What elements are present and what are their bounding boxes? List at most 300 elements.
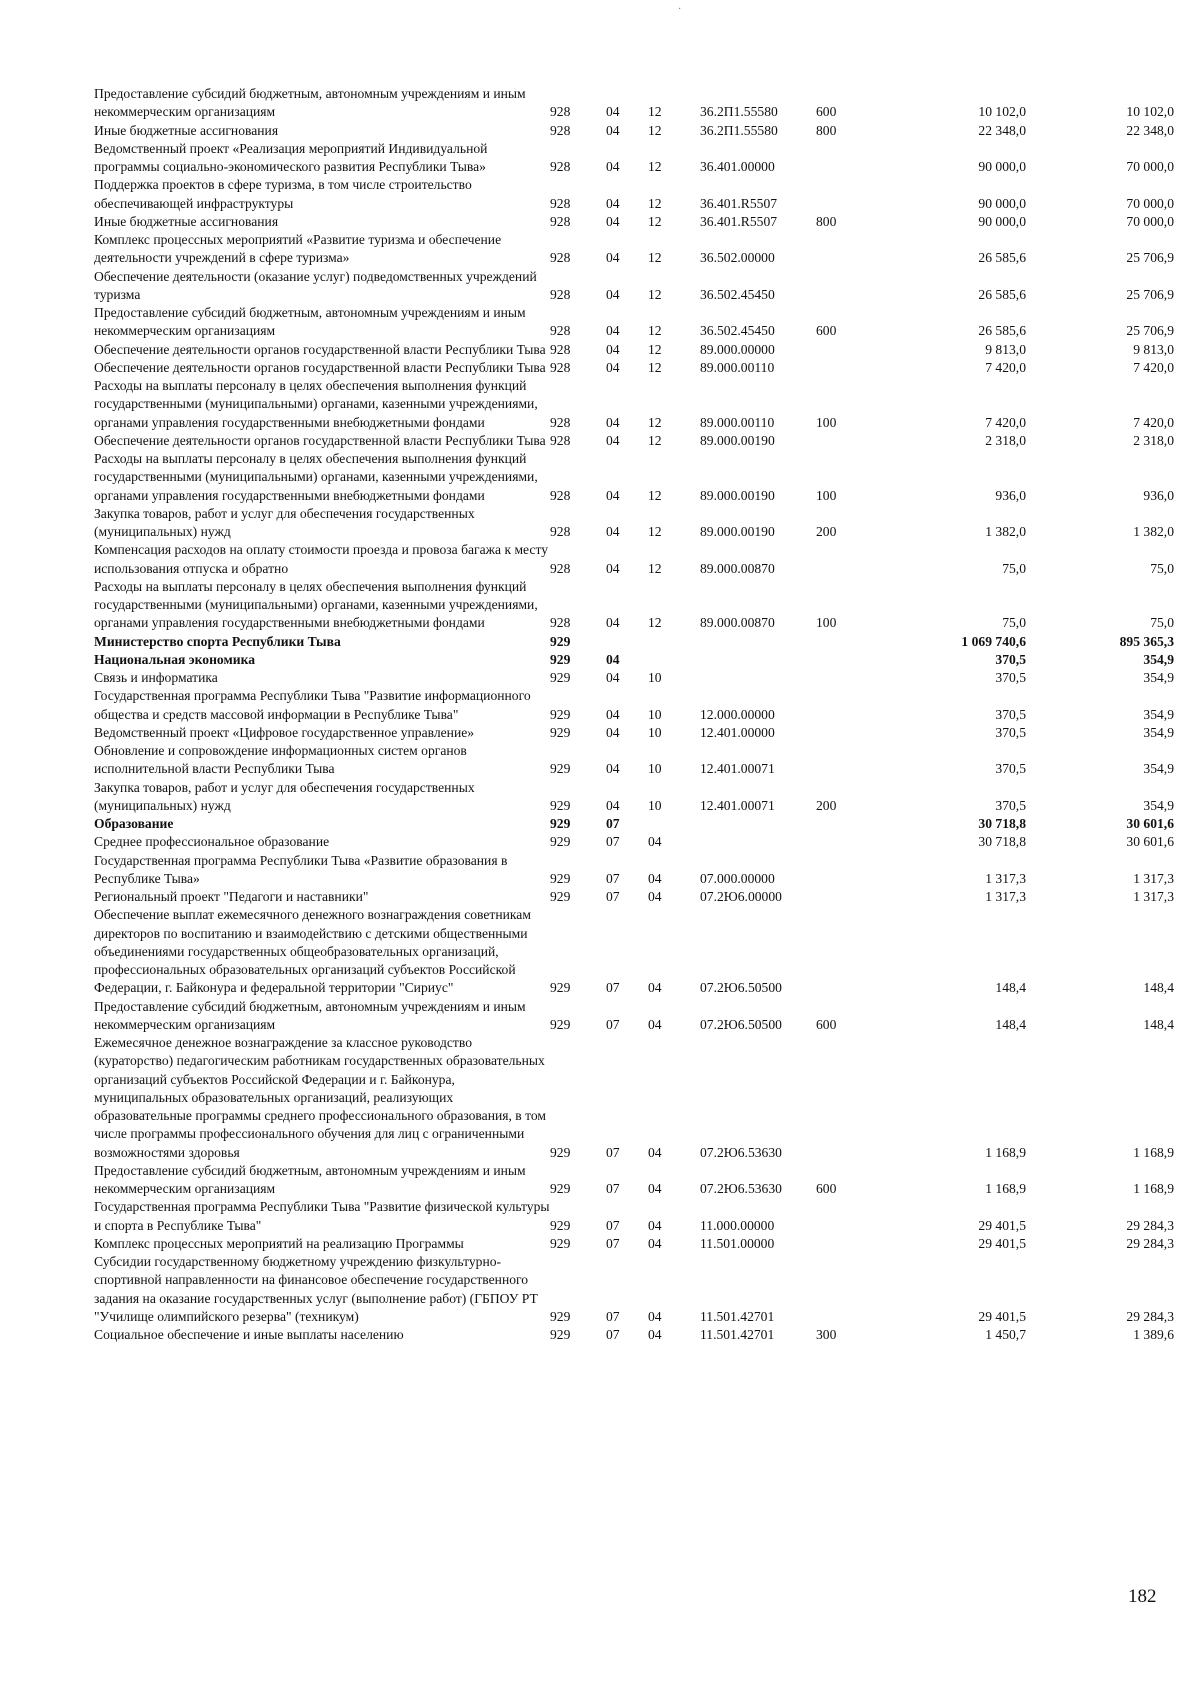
row-amount-year2: 25 706,9 — [1126, 323, 1174, 339]
row-name: Поддержка проектов в сфере туризма, в том числе строительство обеспечивающей инфраструктуры — [94, 177, 472, 211]
row-name: Комплекс процессных мероприятий на реализацию Программы — [94, 1235, 464, 1251]
row-target-article: 11.501.00000 — [700, 1235, 775, 1251]
row-name: Комплекс процессных мероприятий «Развитие туризма и обеспечение деятельности учреждений в сфере туризма» — [94, 232, 502, 266]
row-expense-type — [816, 541, 864, 578]
row-name: Расходы на выплаты персоналу в целях обеспечения выполнения функций государственными (муниципальными) органами, казенными учреждениями, органами управления государственными внебюджетными фондами — [94, 578, 538, 631]
row-expense-type — [816, 724, 864, 742]
row-section-code: 04 — [606, 524, 620, 539]
row-ved-code: 928 — [550, 159, 571, 174]
row-amount-year2: 29 284,3 — [1126, 1217, 1174, 1233]
row-expense-type — [816, 1034, 864, 1162]
row-amount-year1: 75,0 — [1002, 615, 1026, 631]
row-amount-year1: 370,5 — [995, 724, 1026, 740]
row-name: Социальное обеспечение и иные выплаты населению — [94, 1327, 404, 1342]
row-ved-code: 929 — [550, 980, 571, 996]
row-ved-code: 929 — [550, 870, 571, 886]
row-section-code: 04 — [606, 195, 620, 211]
row-section-code: 07 — [606, 1144, 620, 1160]
row-target-article: 07.2Ю6.53630 — [700, 1181, 782, 1196]
row-amount-year1: 148,4 — [995, 1016, 1026, 1032]
row-expense-type — [816, 359, 864, 377]
table-row — [94, 122, 1174, 140]
row-target-article: 89.000.00870 — [700, 560, 775, 576]
row-ved-code: 928 — [550, 487, 571, 503]
row-name: Субсидии государственному бюджетному учреждению физкультурно-спортивной направленности на финансовое обеспечение государственного задания на оказание государственных услуг (выполнение работ) (ГБПОУ РТ "Училище олимпийского резерва" (техникум) — [94, 1254, 538, 1324]
row-amount-year2: 1 317,3 — [1133, 889, 1174, 904]
row-subsection-code: 12 — [648, 615, 662, 631]
row-amount-year1: 90 000,0 — [978, 195, 1026, 211]
row-target-article: 12.401.00071 — [700, 761, 775, 777]
row-ved-code: 929 — [550, 1217, 571, 1233]
row-name: Государственная программа Республики Тыва "Развитие информационного общества и средств массовой информации в Республике Тыва" — [94, 688, 531, 722]
row-section-code: 04 — [606, 724, 620, 740]
row-ved-code: 929 — [550, 889, 571, 904]
row-ved-code: 929 — [550, 706, 571, 722]
row-subsection-code — [648, 815, 700, 833]
row-target-article: 36.502.45450 — [700, 286, 775, 302]
row-expense-type — [816, 231, 864, 268]
row-subsection-code: 04 — [648, 1217, 662, 1233]
row-amount-year1: 370,5 — [995, 706, 1026, 722]
row-amount-year1: 1 317,3 — [985, 870, 1026, 886]
row-ved-code: 928 — [550, 122, 571, 138]
row-amount-year1: 7 420,0 — [985, 359, 1026, 375]
row-subsection-code — [648, 651, 700, 669]
row-amount-year1: 90 000,0 — [978, 159, 1026, 174]
row-subsection-code: 12 — [648, 213, 662, 229]
row-ved-code: 928 — [550, 341, 571, 357]
row-section-code: 04 — [606, 286, 620, 302]
row-amount-year2: 25 706,9 — [1126, 250, 1174, 266]
row-subsection-code: 12 — [648, 432, 662, 448]
table-row — [94, 833, 1174, 851]
row-expense-type — [816, 1198, 864, 1235]
table-row — [94, 651, 1174, 669]
row-amount-year1: 148,4 — [995, 980, 1026, 996]
row-target-article: 36.2П1.55580 — [700, 122, 778, 138]
row-amount-year1: 1 317,3 — [985, 889, 1026, 904]
row-target-article: 11.501.42701 — [700, 1327, 775, 1342]
row-amount-year1: 1 168,9 — [985, 1181, 1026, 1196]
table-row — [94, 742, 1174, 779]
row-amount-year1: 29 401,5 — [978, 1308, 1026, 1324]
row-amount-year2: 148,4 — [1143, 1016, 1174, 1032]
table-row — [94, 1034, 1174, 1162]
row-expense-type: 800 — [816, 213, 837, 229]
row-amount-year2: 354,9 — [1143, 761, 1174, 777]
row-amount-year2: 2 318,0 — [1133, 432, 1174, 448]
row-expense-type — [816, 906, 864, 997]
row-expense-type — [816, 341, 864, 359]
row-expense-type: 600 — [816, 104, 837, 120]
row-name: Закупка товаров, работ и услуг для обеспечения государственных (муниципальных) нужд — [94, 505, 475, 539]
row-expense-type — [816, 888, 864, 906]
row-amount-year1: 370,5 — [995, 797, 1026, 813]
table-row — [94, 669, 1174, 687]
table-row — [94, 888, 1174, 906]
row-amount-year1: 1 450,7 — [985, 1327, 1026, 1342]
row-amount-year2: 7 420,0 — [1133, 414, 1174, 430]
row-name: Расходы на выплаты персоналу в целях обеспечения выполнения функций государственными (муниципальными) органами, казенными учреждениями, органами управления государственными внебюджетными фондами — [94, 451, 538, 503]
page-number: 182 — [1128, 1586, 1157, 1607]
table-row — [94, 140, 1174, 177]
row-expense-type — [816, 1235, 864, 1253]
row-target-article — [700, 669, 816, 687]
row-section-code: 04 — [606, 706, 620, 722]
row-amount-year2: 70 000,0 — [1126, 195, 1174, 211]
row-target-article: 07.2Ю6.00000 — [700, 889, 782, 904]
row-section-code: 04 — [606, 159, 620, 174]
row-amount-year2: 70 000,0 — [1126, 159, 1174, 174]
row-subsection-code: 12 — [648, 487, 662, 503]
row-section-code: 07 — [606, 980, 620, 996]
row-name: Предоставление субсидий бюджетным, автономным учреждениям и иным некоммерческим организациям — [94, 86, 526, 120]
row-ved-code: 929 — [550, 670, 571, 685]
row-amount-year1: 10 102,0 — [978, 104, 1026, 120]
row-amount-year2: 9 813,0 — [1133, 341, 1174, 357]
row-amount-year2: 75,0 — [1150, 560, 1174, 576]
table-row — [94, 1253, 1174, 1326]
row-amount-year1: 936,0 — [995, 487, 1026, 503]
row-amount-year2: 1 382,0 — [1133, 524, 1174, 539]
table-row — [94, 304, 1174, 341]
row-expense-type — [816, 742, 864, 779]
row-ved-code: 928 — [550, 414, 571, 430]
table-row — [94, 377, 1174, 432]
table-row — [94, 176, 1174, 213]
row-subsection-code: 12 — [648, 122, 662, 138]
row-target-article: 12.401.00071 — [700, 797, 775, 813]
row-subsection-code: 12 — [648, 359, 662, 375]
row-amount-year2: 354,9 — [1143, 651, 1174, 667]
row-ved-code: 929 — [550, 816, 571, 831]
row-ved-code: 929 — [550, 1327, 571, 1342]
row-amount-year2: 354,9 — [1143, 797, 1174, 813]
table-row — [94, 341, 1174, 359]
row-section-code: 07 — [606, 1016, 620, 1032]
row-amount-year2: 354,9 — [1143, 724, 1174, 740]
row-target-article: 89.000.00870 — [700, 615, 775, 631]
row-subsection-code: 12 — [648, 195, 662, 211]
row-amount-year1: 1 382,0 — [985, 524, 1026, 539]
row-ved-code: 928 — [550, 432, 571, 448]
row-amount-year2: 10 102,0 — [1126, 104, 1174, 120]
row-section-code: 04 — [606, 341, 620, 357]
row-name: Обеспечение деятельности органов государственной власти Республики Тыва — [94, 341, 546, 357]
row-section-code: 07 — [606, 1235, 620, 1251]
row-section-code: 04 — [606, 359, 620, 375]
row-target-article: 36.502.45450 — [700, 323, 775, 339]
row-section-code: 04 — [606, 651, 620, 667]
row-target-article: 36.401.R5507 — [700, 195, 778, 211]
row-subsection-code: 04 — [648, 870, 662, 886]
row-subsection-code: 10 — [648, 761, 662, 777]
row-ved-code: 929 — [550, 761, 571, 777]
row-target-article: 36.502.00000 — [700, 250, 775, 266]
row-amount-year1: 22 348,0 — [978, 122, 1026, 138]
table-row — [94, 1235, 1174, 1253]
table-row — [94, 906, 1174, 997]
row-name: Предоставление субсидий бюджетным, автономным учреждениям и иным некоммерческим организациям — [94, 1162, 526, 1196]
row-section-code: 07 — [606, 1327, 620, 1342]
row-subsection-code: 04 — [648, 980, 662, 996]
row-target-article: 89.000.00110 — [700, 414, 775, 430]
row-subsection-code: 12 — [648, 104, 662, 120]
row-section-code — [606, 633, 648, 651]
row-ved-code: 929 — [550, 724, 571, 740]
row-amount-year2: 354,9 — [1143, 706, 1174, 722]
row-expense-type — [816, 815, 864, 833]
row-name: Ведомственный проект «Цифровое государственное управление» — [94, 724, 475, 740]
row-ved-code: 929 — [550, 1016, 571, 1032]
row-expense-type: 200 — [816, 797, 837, 813]
row-name: Образование — [94, 816, 174, 831]
row-name: Обновление и сопровождение информационных систем органов исполнительной власти Республики Тыва — [94, 743, 467, 777]
row-expense-type — [816, 268, 864, 305]
row-name: Ежемесячное денежное вознаграждение за классное руководство (кураторство) педагогическим работникам государственных образовательных организаций субъектов Российской Федерации и г. Байконура, муниципальных образовательных организаций, реализующих образовательные программы среднего профессионального образования, в том числе программы профессионального обучения для лиц с ограниченными возможностями здоровья — [94, 1035, 547, 1160]
row-section-code: 07 — [606, 1308, 620, 1324]
row-amount-year2: 70 000,0 — [1126, 213, 1174, 229]
row-subsection-code: 04 — [648, 1016, 662, 1032]
row-amount-year2: 30 601,6 — [1126, 816, 1174, 831]
row-amount-year1: 1 168,9 — [985, 1144, 1026, 1160]
row-expense-type — [816, 669, 864, 687]
row-name: Иные бюджетные ассигнования — [94, 122, 279, 138]
row-amount-year2: 25 706,9 — [1126, 286, 1174, 302]
row-ved-code: 929 — [550, 797, 571, 813]
table-row — [94, 815, 1174, 833]
table-row — [94, 1198, 1174, 1235]
row-section-code: 04 — [606, 487, 620, 503]
row-amount-year1: 29 401,5 — [978, 1217, 1026, 1233]
table-row — [94, 578, 1174, 633]
row-target-article: 89.000.00000 — [700, 341, 775, 357]
row-amount-year1: 370,5 — [995, 651, 1026, 667]
row-name: Обеспечение деятельности (оказание услуг) подведомственных учреждений туризма — [94, 268, 537, 302]
row-ved-code: 928 — [550, 615, 571, 631]
row-name: Государственная программа Республики Тыва «Развитие образования в Республике Тыва» — [94, 852, 508, 886]
row-ved-code: 928 — [550, 286, 571, 302]
row-subsection-code: 04 — [648, 1308, 662, 1324]
row-section-code: 07 — [606, 816, 620, 831]
row-amount-year1: 9 813,0 — [985, 341, 1026, 357]
row-amount-year1: 26 585,6 — [978, 250, 1026, 266]
row-subsection-code: 04 — [648, 834, 662, 850]
row-amount-year2: 148,4 — [1143, 980, 1174, 996]
row-target-article: 07.2Ю6.50500 — [700, 1016, 782, 1032]
row-section-code: 04 — [606, 560, 620, 576]
row-name: Иные бюджетные ассигнования — [94, 213, 279, 229]
row-amount-year2: 30 601,6 — [1126, 834, 1174, 850]
row-expense-type: 600 — [816, 1181, 837, 1196]
row-section-code: 07 — [606, 834, 620, 850]
row-target-article — [700, 815, 816, 833]
row-expense-type — [816, 432, 864, 450]
row-amount-year2: 354,9 — [1143, 670, 1174, 685]
row-subsection-code: 12 — [648, 250, 662, 266]
row-expense-type — [816, 833, 864, 851]
table-row — [94, 1326, 1174, 1344]
row-name: Обеспечение деятельности органов государственной власти Республики Тыва — [94, 359, 546, 375]
row-ved-code: 928 — [550, 250, 571, 266]
row-ved-code: 928 — [550, 104, 571, 120]
row-target-article: 07.2Ю6.50500 — [700, 980, 782, 996]
row-target-article: 89.000.00190 — [700, 524, 775, 539]
row-amount-year1: 26 585,6 — [978, 323, 1026, 339]
row-subsection-code: 12 — [648, 159, 662, 174]
row-section-code: 04 — [606, 615, 620, 631]
row-subsection-code: 10 — [648, 706, 662, 722]
budget-table — [94, 85, 1174, 1344]
table-row — [94, 998, 1174, 1035]
row-amount-year1: 370,5 — [995, 761, 1026, 777]
row-section-code: 04 — [606, 323, 620, 339]
row-name: Обеспечение деятельности органов государственной власти Республики Тыва — [94, 432, 546, 448]
row-subsection-code: 12 — [648, 560, 662, 576]
row-section-code: 07 — [606, 1217, 620, 1233]
row-target-article — [700, 633, 816, 651]
row-subsection-code: 12 — [648, 286, 662, 302]
row-target-article: 89.000.00110 — [700, 359, 775, 375]
row-section-code: 04 — [606, 414, 620, 430]
row-ved-code: 928 — [550, 195, 571, 211]
row-section-code: 04 — [606, 122, 620, 138]
row-section-code: 07 — [606, 889, 620, 904]
row-target-article: 36.2П1.55580 — [700, 104, 778, 120]
row-subsection-code: 10 — [648, 724, 662, 740]
row-amount-year2: 22 348,0 — [1126, 122, 1174, 138]
row-ved-code: 928 — [550, 213, 571, 229]
row-expense-type: 100 — [816, 615, 837, 631]
table-row — [94, 432, 1174, 450]
row-expense-type — [816, 687, 864, 724]
row-amount-year2: 1 168,9 — [1133, 1181, 1174, 1196]
row-subsection-code: 12 — [648, 323, 662, 339]
row-section-code: 04 — [606, 797, 620, 813]
table-row — [94, 687, 1174, 724]
row-name: Компенсация расходов на оплату стоимости проезда и провоза багажа к месту использования отпуска и обратно — [94, 542, 549, 576]
row-subsection-code: 04 — [648, 1181, 662, 1196]
row-expense-type: 100 — [816, 487, 837, 503]
row-target-article: 07.000.00000 — [700, 870, 775, 886]
row-ved-code: 929 — [550, 1144, 571, 1160]
row-expense-type — [816, 633, 864, 651]
table-row — [94, 852, 1174, 889]
table-row — [94, 779, 1174, 816]
row-amount-year2: 1 389,6 — [1133, 1327, 1174, 1342]
row-expense-type: 300 — [816, 1327, 837, 1342]
row-amount-year1: 26 585,6 — [978, 286, 1026, 302]
row-expense-type: 200 — [816, 524, 837, 539]
row-expense-type — [816, 176, 864, 213]
row-name: Ведомственный проект «Реализация мероприятий Индивидуальной программы социально-экономического развития Республики Тыва» — [94, 140, 488, 174]
row-target-article: 11.000.00000 — [700, 1217, 775, 1233]
table-row — [94, 541, 1174, 578]
row-target-article: 12.000.00000 — [700, 706, 775, 722]
table-row — [94, 268, 1174, 305]
row-target-article: 89.000.00190 — [700, 487, 775, 503]
row-section-code: 04 — [606, 432, 620, 448]
row-name: Закупка товаров, работ и услуг для обеспечения государственных (муниципальных) нужд — [94, 779, 475, 813]
row-target-article — [700, 651, 816, 669]
row-section-code: 04 — [606, 104, 620, 120]
row-subsection-code: 10 — [648, 670, 662, 685]
row-section-code: 04 — [606, 670, 620, 685]
table-row — [94, 505, 1174, 542]
row-amount-year2: 1 317,3 — [1133, 870, 1174, 886]
table-row — [94, 450, 1174, 505]
row-ved-code: 929 — [550, 651, 571, 667]
row-target-article: 36.401.R5507 — [700, 213, 778, 229]
row-amount-year2: 7 420,0 — [1133, 359, 1174, 375]
row-subsection-code — [648, 633, 700, 651]
row-amount-year2: 1 168,9 — [1133, 1144, 1174, 1160]
table-row — [94, 213, 1174, 231]
scan-mark: · — [678, 4, 682, 15]
row-name: Министерство спорта Республики Тыва — [94, 633, 341, 649]
row-expense-type: 600 — [816, 323, 837, 339]
row-amount-year1: 30 718,8 — [978, 834, 1026, 850]
row-subsection-code: 12 — [648, 524, 662, 539]
row-amount-year1: 1 069 740,6 — [961, 633, 1026, 649]
row-target-article — [700, 833, 816, 851]
row-subsection-code: 04 — [648, 1327, 662, 1342]
row-expense-type: 100 — [816, 414, 837, 430]
row-name: Региональный проект "Педагоги и наставники" — [94, 889, 369, 904]
row-subsection-code: 04 — [648, 1144, 662, 1160]
row-section-code: 04 — [606, 213, 620, 229]
row-section-code: 07 — [606, 1181, 620, 1196]
row-amount-year2: 29 284,3 — [1126, 1235, 1174, 1251]
table-row — [94, 85, 1174, 122]
row-target-article: 89.000.00190 — [700, 432, 775, 448]
row-name: Обеспечение выплат ежемесячного денежного вознаграждения советникам директоров по воспитанию и взаимодействию с детскими общественными объединениями государственных общеобразовательных организаций, профессиональных образовательных организаций субъектов Российской Федерации, г. Байконура и федеральной территории "Сириус" — [94, 907, 531, 996]
row-ved-code: 928 — [550, 359, 571, 375]
row-ved-code: 929 — [550, 633, 571, 649]
row-ved-code: 928 — [550, 323, 571, 339]
row-ved-code: 929 — [550, 1308, 571, 1324]
row-ved-code: 929 — [550, 1235, 571, 1251]
row-amount-year1: 30 718,8 — [978, 816, 1026, 831]
table-row — [94, 724, 1174, 742]
row-amount-year1: 90 000,0 — [978, 213, 1026, 229]
row-amount-year1: 29 401,5 — [978, 1235, 1026, 1251]
row-ved-code: 928 — [550, 560, 571, 576]
row-ved-code: 929 — [550, 1181, 571, 1196]
row-name: Национальная экономика — [94, 651, 255, 667]
row-name: Предоставление субсидий бюджетным, автономным учреждениям и иным некоммерческим организациям — [94, 998, 526, 1032]
row-amount-year1: 75,0 — [1002, 560, 1026, 576]
row-amount-year2: 29 284,3 — [1126, 1308, 1174, 1324]
row-target-article: 11.501.42701 — [700, 1308, 775, 1324]
row-expense-type: 600 — [816, 1016, 837, 1032]
row-expense-type — [816, 651, 864, 669]
row-amount-year1: 370,5 — [995, 670, 1026, 685]
row-subsection-code: 12 — [648, 414, 662, 430]
row-amount-year2: 895 365,3 — [1119, 633, 1174, 649]
row-target-article: 07.2Ю6.53630 — [700, 1144, 782, 1160]
row-name: Государственная программа Республики Тыва "Развитие физической культуры и спорта в Республике Тыва" — [94, 1199, 550, 1233]
row-expense-type — [816, 852, 864, 889]
row-ved-code: 928 — [550, 524, 571, 539]
row-expense-type — [816, 140, 864, 177]
row-name: Расходы на выплаты персоналу в целях обеспечения выполнения функций государственными (муниципальными) органами, казенными учреждениями, органами управления государственными внебюджетными фондами — [94, 378, 538, 430]
row-amount-year2: 75,0 — [1150, 615, 1174, 631]
row-subsection-code: 04 — [648, 1235, 662, 1251]
row-expense-type: 800 — [816, 122, 837, 138]
row-subsection-code: 04 — [648, 889, 662, 904]
row-subsection-code: 12 — [648, 341, 662, 357]
